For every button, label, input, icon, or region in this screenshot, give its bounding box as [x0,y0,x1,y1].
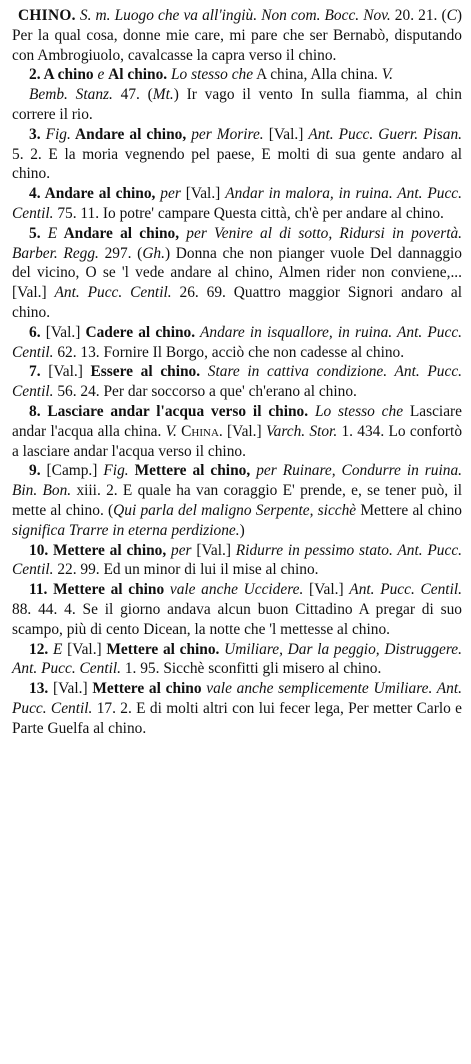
entry-text: vale anche Uccidere. [164,581,304,599]
entry-text: 13. [29,680,53,698]
entry-text: E [47,224,58,242]
entry-text: E [52,640,63,658]
entry-text: [Val.] [45,323,86,341]
entry-text: Lo stesso che [167,66,254,84]
entry-text: Ant. Pucc. Centil. [349,581,462,599]
entry-text: 8. [29,402,48,420]
entry-text: Fig. [45,125,71,143]
entry-sense-4 [12,184,462,224]
entry-text: vale anche semplicemente Umiliare. Ant. Pucc. Centil. [12,680,462,717]
entry-text: 12. [29,640,53,658]
entry-text: Umiliare, Dar la peggio, Distruggere. Ant. Pucc. Centil. [12,640,462,678]
entry-text: Lasciare andar l'acqua alla china. [12,402,462,440]
entry-text: Gh. [142,244,165,262]
entry-text: Bemb. Stanz. [29,86,113,104]
entry-text: significa Trarre in eterna perdizione. [12,521,240,539]
entry-text: Mettere al chino, [128,462,251,480]
entry-sense-11 [12,580,462,639]
entry-text: China. [176,422,223,440]
entry-text: [Val.] [222,422,266,440]
entry-text: Mettere al chino, [53,541,167,559]
entry-text: A china, Alla china. [253,66,382,84]
entry-text: 47. ( [112,86,153,104]
entry-text: [Val.] [303,581,350,599]
entry-text: Essere al chino. [90,363,201,381]
entry-text: [Val.] [191,541,236,559]
entry-text: Varch. Stor. [265,422,338,440]
entry-text: per [155,185,181,203]
entry-text: Stare in cattiva condizione. Ant. Pucc. Centil. [12,363,463,401]
entry-text: 5. 2. E la moria vegnendo pel paese, E molti di sua gente andaro al chino. [12,145,462,183]
entry-text: per Venire al di sotto, Ridursi in povertà. Barber. Regg. [12,224,463,262]
entry-text: Mettere al chino [356,501,462,519]
entry-sense-13 [12,679,462,738]
entry-text: A chino [43,66,94,84]
entry-sense-9 [12,461,462,540]
entry-text: 2. [29,66,44,84]
entry-text: Andare al chino, [57,224,180,242]
entry-text: 9. [29,462,47,480]
entry-text: Ant. Pucc. Centil. [54,284,172,302]
entry-text: 26. 69. Quattro maggior Signori andaro al chino. [12,284,462,321]
entry-text: 4. [29,185,45,203]
entry-text: 297. ( [98,244,143,262]
entry-text: Fig. [103,462,129,480]
entry-text: xiii. 2. E quale ha van coraggio E' prende, e, se tener può, il mette al chino. ( [12,482,462,519]
entry-text: per Morire. [186,125,264,143]
entry-sense-3 [12,125,462,184]
entry-text: Lo stesso che [308,402,404,420]
entry-text: ) Ir vago il vento In sulla fiamma, al chin correre il rio. [12,86,463,123]
entry-text: 88. 44. 4. Se il giorno andava alcun buon Cittadino A pregar di suo scampo, più di cento Dicean, la notte che 'l mettesse al chino. [12,600,462,638]
entry-text: Mettere al chino [53,581,165,599]
entry-text: C [446,7,457,24]
entry-text: Al chino. [108,66,168,84]
entry-text: Andare al chino, [70,125,187,143]
entry-text: per [166,541,192,559]
entry-text: Ridurre in pessimo stato. Ant. Pucc. Centil. [12,541,462,579]
entry-text: [Val.] [62,640,107,658]
entry-text: [Camp.] [46,462,104,480]
entry-sense-8 [12,402,462,461]
entry-sense-1 [12,65,462,85]
entry-text: 7. [29,363,49,381]
entry-text: Andar in malora, in ruina. Ant. Pucc. Centil. [12,185,462,222]
entry-text: [Val.] [263,125,309,143]
entry-sense-5 [12,224,462,323]
entry-text: 10. [29,541,54,559]
entry-text: Lasciare andar l'acqua verso il chino. [47,402,309,420]
entry-text: ) Per la qual cosa, donne mie care, mi pare che ser Bernabò, disputando con Ambrogiuolo, cavalcasse la capra verso il chino. [12,7,462,64]
entry-text: [Val.] [48,363,91,381]
entry-text: per Ruinare, Condurre in ruina. Bin. Bon. [12,462,463,500]
entry-text: 11. [29,581,54,599]
entry-text: Ant. Pucc. Guerr. Pisan. [308,125,462,143]
entry-text: 1. 95. Sicchè sconfitti gli misero al chino. [121,660,382,678]
entry-text: CHINO. [18,7,76,24]
entry-text: 1. 434. Lo confortò a lasciare andar l'acqua verso il chino. [12,422,463,460]
entry-text: Mettere al chino [92,680,202,698]
entry-text: 20. 21. ( [390,7,447,24]
entry-text: Qui parla del maligno Serpente, sicchè [113,501,357,519]
entry-text: 6. [29,323,46,341]
entry-text: 56. 24. Per dar soccorso a que' ch'erano al chino. [53,383,357,401]
entry-text: ) [239,521,245,539]
entry-text: e [93,66,109,84]
entry-text: S. m. Luogo che va all'ingiù. Non com. Bocc. Nov. [75,7,391,24]
entry-text: Andare in isquallore, in ruina. Ant. Pucc. Centil. [12,323,463,361]
entry-text: ) Donna che non pianger vuole Del dannaggio del vicino, O se 'l vede andare al chino, Almen rider non conviene,... [Val.] [12,244,462,302]
entry-sense-12 [12,640,462,680]
entry-text: Mettere al chino. [106,640,220,658]
entry-text: 62. 13. Fornire Il Borgo, acciò che non cadesse al chino. [53,343,405,361]
entry-text: 17. 2. E di molti altri con lui fecer lega, Per metter Carlo e Parte Guelfa al chino. [12,699,462,737]
entry-text: Mt. [152,86,174,104]
entry-text: [Val.] [180,185,226,203]
entry-sense-7 [12,362,462,402]
entry-text: V. [381,66,393,84]
entry-sense-2 [12,85,462,125]
entry-sense-10 [12,541,462,581]
entry-text: V. [165,422,177,440]
entry-text: 75. 11. Io potre' campare Questa città, ch'è per andare al chino. [53,204,444,222]
entry-text: Andare al chino, [44,185,156,203]
entry-headword [12,6,462,65]
entry-sense-6 [12,323,462,363]
entry-text: 3. [29,125,46,143]
entry-text: Cadere al chino. [85,323,196,341]
entry-text: [Val.] [52,680,93,698]
entry-text: 22. 99. Ed un minor di lui il mise al chino. [53,561,319,579]
entry-text: 5. [29,224,48,242]
